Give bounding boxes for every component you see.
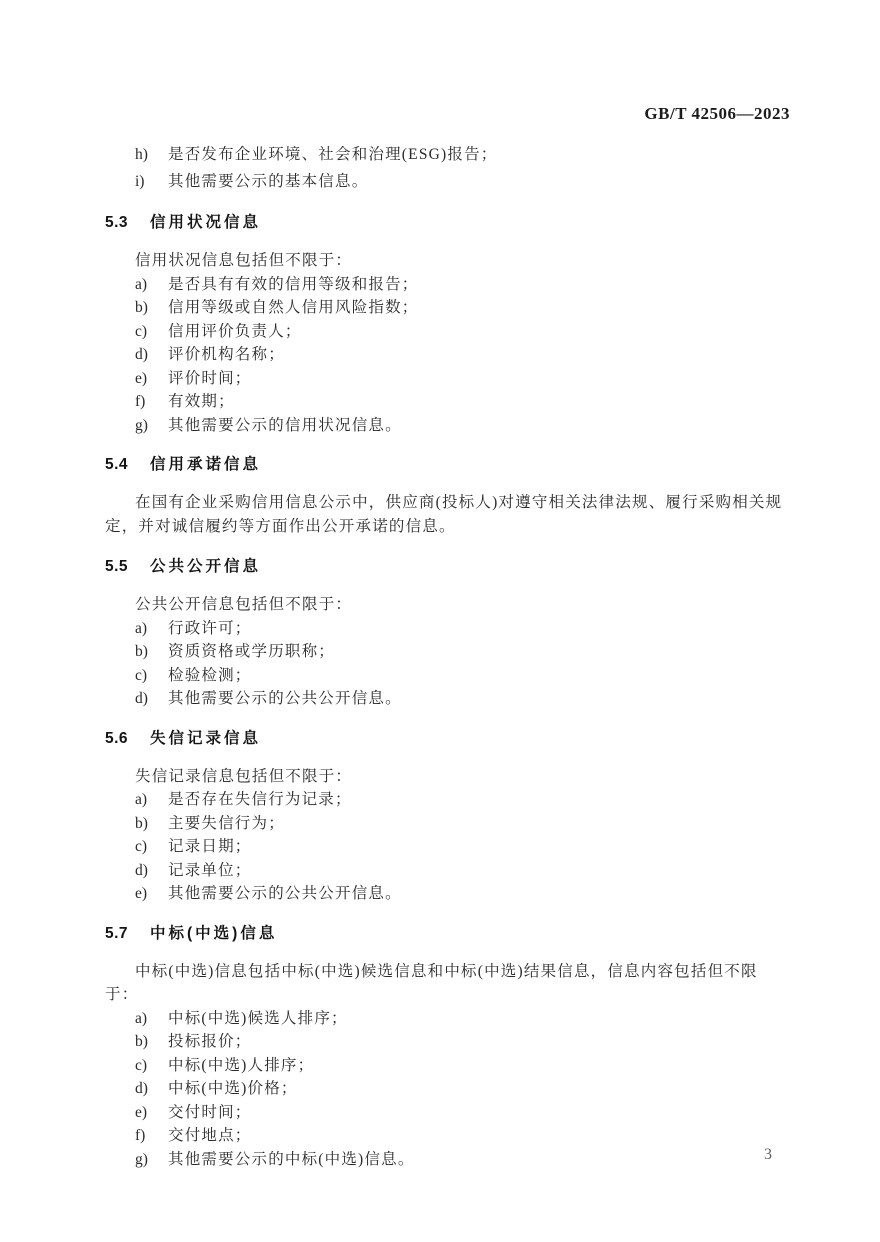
section-number: 5.3: [105, 214, 129, 231]
clause-list: [105, 1007, 790, 1172]
list-item-label: a): [135, 791, 148, 808]
list-item-text: 记录日期；: [168, 838, 252, 855]
section-number: 5.5: [105, 558, 129, 575]
list-item: [135, 414, 790, 438]
list-item: [135, 1101, 790, 1125]
list-item-label: d): [135, 1080, 148, 1097]
list-item-text: 是否具有有效的信用等级和报告；: [168, 275, 419, 293]
list-item: [135, 1124, 790, 1148]
section-heading: [105, 211, 790, 234]
list-item-text: 交付时间；: [168, 1103, 252, 1121]
list-item: [135, 640, 790, 664]
list-item-text: 投标报价；: [168, 1033, 252, 1050]
clause-list: [105, 617, 790, 711]
section-number: 5.4: [105, 456, 129, 473]
list-item-text: 资质资格或学历职称；: [168, 643, 336, 660]
list-item-text: 交付地点；: [168, 1127, 252, 1144]
section-title: 公共公开信息: [150, 558, 262, 575]
list-item-label: h): [135, 146, 148, 163]
list-item-text: 信用等级或自然人信用风险指数；: [168, 299, 419, 316]
page-number: 3: [764, 1146, 772, 1163]
section-intro: 信用状况信息包括但不限于：: [135, 252, 353, 269]
list-item-label: f): [135, 393, 146, 410]
list-item-text: 中标(中选)候选人排序；: [168, 1009, 348, 1027]
list-item: [135, 1007, 790, 1031]
list-item-label: e): [135, 885, 148, 902]
list-item-text: 其他需要公示的中标(中选)信息。: [168, 1150, 415, 1168]
list-item-label: d): [135, 346, 148, 363]
list-item: [135, 390, 790, 414]
list-item-label: i): [135, 173, 145, 190]
section-title: 失信记录信息: [150, 729, 262, 747]
list-item: [135, 367, 790, 391]
list-item: [135, 1148, 790, 1172]
list-item: [135, 320, 790, 344]
section-intro: 公共公开信息包括但不限于：: [135, 596, 353, 613]
clause-list: [105, 273, 790, 438]
list-item-label: b): [135, 1033, 148, 1050]
list-item-text: 有效期；: [168, 393, 235, 410]
list-item: [135, 664, 790, 688]
list-item: [135, 1077, 790, 1101]
list-item: [135, 1054, 790, 1078]
list-item: [135, 859, 790, 883]
list-item: [135, 687, 790, 711]
list-item-label: c): [135, 322, 148, 340]
section-5-3: [105, 211, 790, 437]
document-body: [105, 141, 790, 1171]
list-item-label: f): [135, 1127, 146, 1144]
list-item-text: 记录单位；: [168, 861, 252, 879]
clause-list: [105, 788, 790, 906]
section-heading: [105, 555, 790, 578]
list-item-label: c): [135, 666, 148, 684]
list-item-text: 其他需要公示的公共公开信息。: [168, 885, 402, 902]
list-item-text: 是否发布企业环境、社会和治理(ESG)报告；: [168, 146, 498, 163]
list-item-label: g): [135, 1150, 148, 1168]
section-5-4: [105, 453, 790, 539]
basic-info-list-tail: [105, 141, 790, 195]
list-item: [135, 882, 790, 906]
list-item-label: a): [135, 275, 148, 293]
list-item: [135, 812, 790, 836]
list-item: [135, 141, 790, 168]
section-heading: [105, 453, 790, 476]
section-5-5: [105, 555, 790, 711]
list-item: [135, 168, 790, 195]
list-item-label: a): [135, 1009, 148, 1027]
list-item-text: 检验检测；: [168, 666, 252, 684]
list-item-label: e): [135, 1103, 148, 1121]
section-number: 5.6: [105, 729, 129, 747]
standard-number: GB/T 42506—2023: [644, 104, 790, 123]
section-paragraph: 在国有企业采购信用信息公示中，供应商(投标人)对遵守相关法律法规、履行采购相关规定，并对诚信履约等方面作出公开承诺的信息。: [105, 494, 783, 535]
list-item-text: 评价时间；: [168, 369, 252, 387]
list-item-label: b): [135, 299, 148, 316]
list-item-label: e): [135, 369, 148, 387]
list-item: [135, 788, 790, 812]
section-intro: 中标(中选)信息包括中标(中选)候选信息和中标(中选)结果信息，信息内容包括但不限于：: [105, 962, 758, 1003]
list-item-text: 行政许可；: [168, 619, 252, 637]
section-title: 信用状况信息: [150, 214, 262, 231]
section-number: 5.7: [105, 924, 129, 942]
section-heading: [105, 922, 790, 945]
list-item-text: 其他需要公示的基本信息。: [168, 173, 369, 190]
list-item: [135, 1030, 790, 1054]
list-item-label: d): [135, 861, 148, 879]
list-item-label: b): [135, 814, 148, 832]
list-item-text: 其他需要公示的公共公开信息。: [168, 690, 402, 707]
section-intro: 失信记录信息包括但不限于：: [135, 767, 353, 785]
list-item-label: c): [135, 838, 148, 855]
section-5-6: [105, 727, 790, 906]
section-heading: [105, 727, 790, 750]
section-5-7: [105, 922, 790, 1172]
section-title: 中标(中选)信息: [150, 924, 278, 942]
list-item-text: 是否存在失信行为记录；: [168, 791, 352, 808]
list-item-text: 主要失信行为；: [168, 814, 285, 832]
list-item-text: 评价机构名称；: [168, 346, 285, 363]
list-item-label: a): [135, 619, 148, 637]
list-item-text: 信用评价负责人；: [168, 322, 302, 340]
section-title: 信用承诺信息: [150, 456, 262, 473]
document-header: [644, 104, 790, 124]
list-item: [135, 343, 790, 367]
list-item-text: 其他需要公示的信用状况信息。: [168, 416, 402, 434]
list-item-label: d): [135, 690, 148, 707]
list-item-text: 中标(中选)人排序；: [168, 1056, 315, 1074]
list-item-label: c): [135, 1056, 148, 1074]
list-item: [135, 617, 790, 641]
list-item-label: g): [135, 416, 148, 434]
list-item-label: b): [135, 643, 148, 660]
list-item: [135, 296, 790, 320]
list-item-text: 中标(中选)价格；: [168, 1080, 298, 1097]
list-item: [135, 835, 790, 859]
list-item: [135, 273, 790, 297]
